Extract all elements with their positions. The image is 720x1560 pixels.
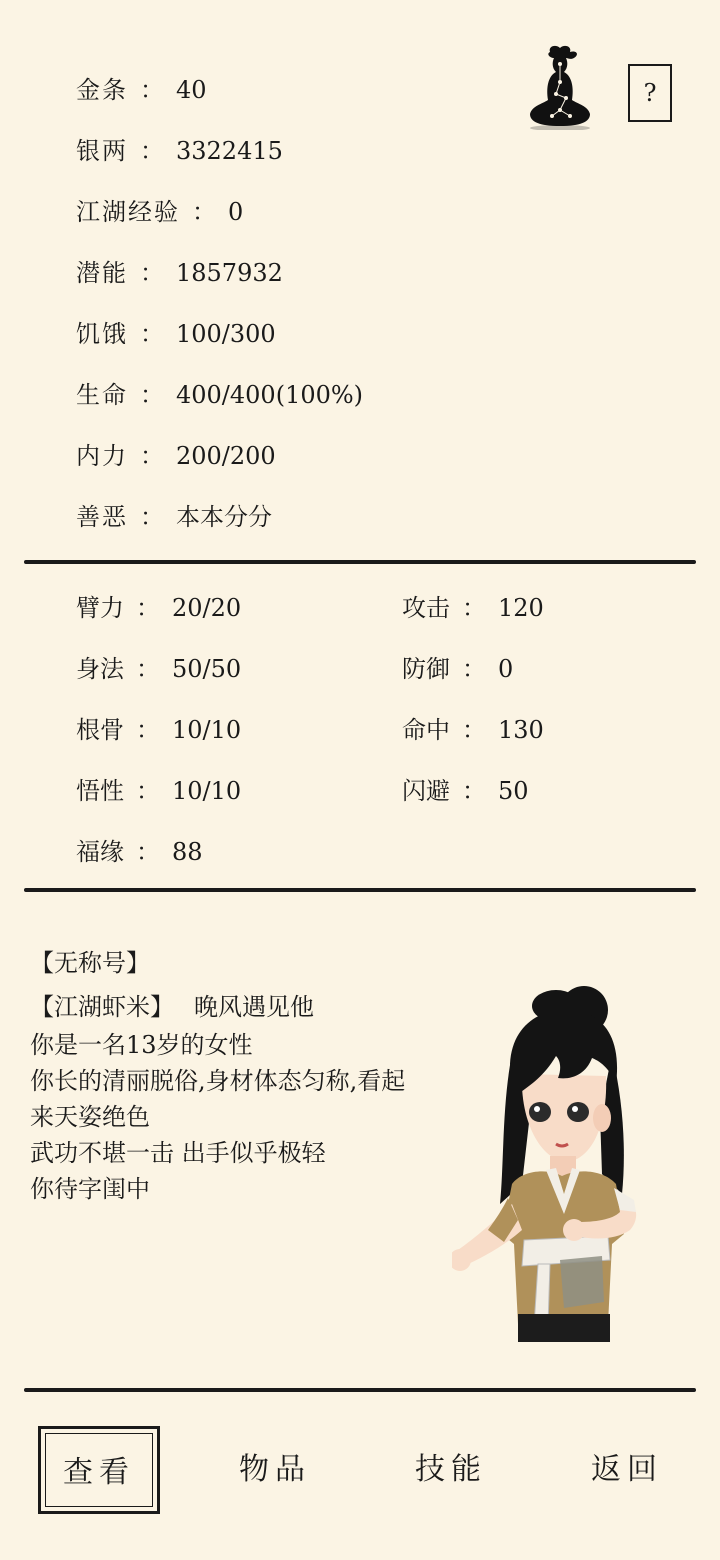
attr-separator: ： bbox=[462, 716, 486, 744]
stat-separator: ： bbox=[140, 442, 164, 470]
attr-label: 防御 bbox=[402, 655, 450, 683]
stat-label: 饥饿 bbox=[76, 320, 128, 348]
attr-separator: ： bbox=[462, 594, 486, 622]
stat-value: 400/400(100%) bbox=[176, 381, 364, 409]
description-line: 你是一名13岁的女性 bbox=[30, 1031, 253, 1059]
attr-value: 20/20 bbox=[172, 594, 242, 622]
nav-items-button[interactable]: 物品 bbox=[239, 1452, 311, 1487]
attr-value: 120 bbox=[498, 594, 544, 622]
attr-label: 身法 bbox=[76, 655, 124, 683]
divider-top bbox=[24, 560, 696, 564]
stat-label: 江湖经验 bbox=[76, 198, 180, 226]
attr-evasion bbox=[402, 773, 529, 809]
stat-value: 1857932 bbox=[176, 259, 283, 287]
stat-hunger bbox=[76, 316, 276, 352]
stat-value: 200/200 bbox=[176, 442, 276, 470]
stat-separator: ： bbox=[140, 76, 164, 104]
attr-comprehension bbox=[76, 773, 241, 809]
stat-label: 善恶 bbox=[76, 503, 128, 531]
stat-value: 0 bbox=[228, 198, 244, 226]
stat-separator: ： bbox=[140, 259, 164, 287]
attr-separator: ： bbox=[462, 777, 486, 805]
divider-middle bbox=[24, 888, 696, 892]
attr-defense bbox=[402, 651, 513, 687]
attr-label: 福缘 bbox=[76, 838, 124, 866]
stat-gold bbox=[76, 72, 207, 108]
rank-tag: 【江湖虾米】 bbox=[30, 993, 174, 1021]
stat-experience bbox=[76, 194, 243, 230]
attr-value: 10/10 bbox=[172, 777, 242, 805]
stat-separator: ： bbox=[140, 320, 164, 348]
stat-value: 100/300 bbox=[176, 320, 276, 348]
attr-value: 50 bbox=[498, 777, 529, 805]
stat-separator: ： bbox=[140, 503, 164, 531]
attr-separator: ： bbox=[136, 655, 160, 683]
help-button[interactable]: ? bbox=[628, 64, 672, 122]
description-line: 你待字闺中 bbox=[30, 1175, 150, 1203]
attr-value: 0 bbox=[498, 655, 514, 683]
rank-name-line bbox=[30, 990, 314, 1024]
attr-separator: ： bbox=[136, 777, 160, 805]
attr-separator: ： bbox=[136, 716, 160, 744]
description-line: 武功不堪一击 出手似乎极轻 bbox=[30, 1139, 326, 1167]
attr-separator: ： bbox=[462, 655, 486, 683]
attr-label: 闪避 bbox=[402, 777, 450, 805]
stat-value: 3322415 bbox=[176, 137, 283, 165]
meditating-figure-icon[interactable] bbox=[526, 42, 594, 130]
attr-accuracy bbox=[402, 712, 544, 748]
stat-separator: ： bbox=[140, 137, 164, 165]
attr-label: 臂力 bbox=[76, 594, 124, 622]
nav-view-button[interactable]: 查看 bbox=[38, 1426, 160, 1514]
stat-silver bbox=[76, 133, 283, 169]
stat-label: 生命 bbox=[76, 381, 128, 409]
stat-value: 40 bbox=[176, 76, 207, 104]
attr-agility bbox=[76, 651, 241, 687]
attr-separator: ： bbox=[136, 594, 160, 622]
attr-label: 根骨 bbox=[76, 716, 124, 744]
attr-label: 悟性 bbox=[76, 777, 124, 805]
stat-label: 内力 bbox=[76, 442, 128, 470]
attr-attack bbox=[402, 590, 544, 626]
attr-fortune bbox=[76, 834, 203, 870]
stat-label: 金条 bbox=[76, 76, 128, 104]
stat-potential bbox=[76, 255, 283, 291]
description-line: 你长的清丽脱俗,身材体态匀称,看起 bbox=[30, 1067, 406, 1095]
attr-label: 命中 bbox=[402, 716, 450, 744]
attr-value: 10/10 bbox=[172, 716, 242, 744]
stat-separator: ： bbox=[192, 198, 216, 226]
nav-back-button[interactable]: 返回 bbox=[591, 1452, 663, 1487]
character-name: 晚风遇见他 bbox=[194, 993, 314, 1021]
attr-strength bbox=[76, 590, 241, 626]
stat-inner-power bbox=[76, 438, 276, 474]
description-line: 来天姿绝色 bbox=[30, 1103, 150, 1131]
character-portrait bbox=[452, 984, 644, 1342]
attr-value: 88 bbox=[172, 838, 203, 866]
stat-morality bbox=[76, 499, 272, 535]
attr-constitution bbox=[76, 712, 241, 748]
stat-separator: ： bbox=[140, 381, 164, 409]
stat-label: 银两 bbox=[76, 137, 128, 165]
nav-skills-button[interactable]: 技能 bbox=[415, 1452, 487, 1487]
divider-bottom bbox=[24, 1388, 696, 1392]
attr-separator: ： bbox=[136, 838, 160, 866]
attr-label: 攻击 bbox=[402, 594, 450, 622]
stat-value: 本本分分 bbox=[176, 503, 272, 531]
title-tag: 【无称号】 bbox=[30, 949, 150, 977]
stat-label: 潜能 bbox=[76, 259, 128, 287]
stat-health bbox=[76, 377, 363, 413]
attr-value: 130 bbox=[498, 716, 544, 744]
attr-value: 50/50 bbox=[172, 655, 242, 683]
